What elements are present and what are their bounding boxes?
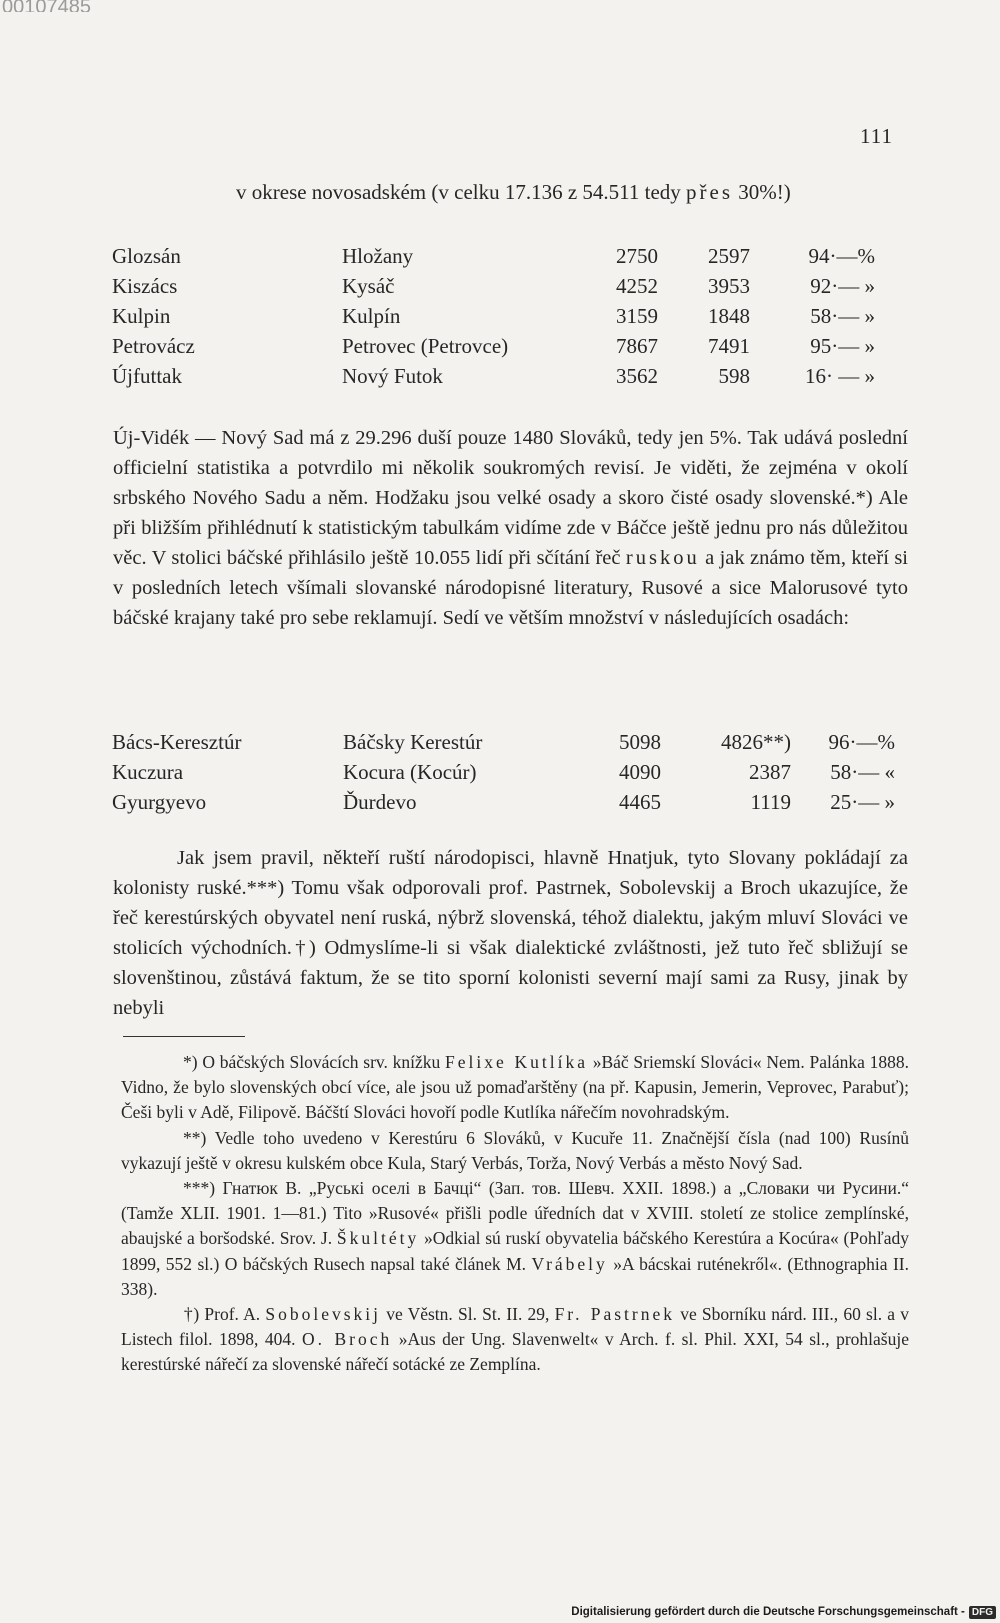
slovak-name-cell: Hložany <box>342 243 414 268</box>
table-row <box>112 331 875 361</box>
slovak-name-cell: Kocura (Kocúr) <box>343 759 477 784</box>
slovak-name-cell: Kysáč <box>342 273 395 298</box>
table-row <box>112 757 895 787</box>
footnotes <box>121 1050 909 1378</box>
percent-cell: 58·— « <box>830 759 895 784</box>
footnote-2: **) Vedle toho uvedeno v Kerestúru 6 Slováků, v Kucuře 11. Značnější čísla (nad 100) Rusínů vykazují ještě v okresu kulském obce Kula, Starý Verbás, Torža, Nový Verbás a město Nový Sad. <box>121 1127 909 1173</box>
footnote-separator <box>123 1036 245 1037</box>
footnote-4: †) Prof. A. Sobolevskij ve Věstn. Sl. St. II. 29, Fr. Pastrnek ve Sborníku nárd. III., 60 sl. a v Listech filol. 1898, 404. O. Broch »Aus der Ung. Slavenwelt« v Arch. f. sl. Phil. XXI, 54 sl., prohlašuje kerestúrské nářečí za slovenské nářečí sotácké ze Zemplína. <box>121 1304 909 1375</box>
percent-cell: 25·— » <box>830 789 895 814</box>
slovak-name-cell: Báčsky Kerestúr <box>343 729 483 754</box>
population-cell: 2750 <box>616 243 658 268</box>
page-number: 111 <box>860 124 893 148</box>
table-row <box>112 271 875 301</box>
intro-text-a: v okrese novosadském (v celku 17.136 z 54.511 tedy <box>236 180 687 204</box>
slovak-name-cell: Petrovec (Petrovce) <box>342 333 509 358</box>
intro-line <box>236 180 791 205</box>
count-cell: 2597 <box>708 243 750 268</box>
slovak-name-cell: Kulpín <box>342 303 401 328</box>
hungarian-name-cell: Petrovácz <box>112 333 195 358</box>
paragraph-spaced-word: ruskou <box>625 547 700 569</box>
hungarian-name-cell: Kulpin <box>112 303 171 328</box>
paragraph-text: Új-Vidék — Nový Sad má z 29.296 duší pouze 1480 Slováků, tedy jen 5%. Tak udává poslední officielní statistika a potvrdilo mi několik soukromých revisí. Je viděti, že zejména v okolí srbského Nového Sadu a něm. Hodžaku jsou velké osady a skoro čisté osady slovenské.*) Ale při bližším přihlédnutí k statistickým tabulkám vidíme zde v Báčce ještě jednu pro nás důležitou věc. V stolici báčské přihlásilo ještě 10.055 lidí při sčítání řeč <box>113 427 908 569</box>
corner-archive-id: 00107485 <box>2 0 91 12</box>
digitization-credit: Digitalisierung gefördert durch die Deutsche Forschungsgemeinschaft - DFG <box>571 1606 996 1619</box>
table-row <box>112 241 875 271</box>
percent-cell: 95·— » <box>810 333 875 358</box>
hungarian-name-cell: Bács-Keresztúr <box>112 729 242 754</box>
intro-text-b: 30%!) <box>733 180 791 204</box>
footnote-3: ***) Гнатюк В. „Руські оселі в Бачці“ (Зап. тов. Шевч. XXII. 1898.) a „Словаки чи Русини.“ (Tamže XLII. 1901. 1—81.) Tito »Rusové« přišli podle úředních dat v XVIII. století ze stolice zemplínské, abaujské a boršodské. Srov. J. Škultéty »Odkial sú ruskí obyvatelia báčského Kerestúra a Kocúra« (Pohľady 1899, 552 sl.) O báčských Rusech napsal také článek M. Vrábely »A bácskai ruténekről«. (Ethnographia II. 338). <box>121 1178 909 1299</box>
novosad-district-table <box>112 241 875 391</box>
hungarian-name-cell: Kuczura <box>112 759 184 784</box>
count-cell: 2387 <box>749 759 791 784</box>
slovak-name-cell: Ďurdevo <box>343 789 417 814</box>
percent-cell: 16· — » <box>805 363 875 388</box>
count-cell: 4826**) <box>721 729 791 754</box>
table-row <box>112 787 895 817</box>
paragraph-uj-videk <box>113 423 908 633</box>
footnote-1: *) O báčských Slovácích srv. knížku Felixe Kutlíka »Báč Sriemskí Slováci« Nem. Palánka 1888. Vidno, že bylo slovenských obcí více, ale jsou už pomaďarštěny (na př. Kapusin, Jemerin, Veprovec, Parabuť); Češi byli v Adě, Filipově. Báčští Slováci hovoří podle Kutlíka nářečím novohradským. <box>121 1052 910 1123</box>
population-cell: 4252 <box>616 273 658 298</box>
count-cell: 1119 <box>750 789 791 814</box>
population-cell: 4465 <box>619 789 661 814</box>
paragraph-hnatjuk <box>113 843 908 1023</box>
dfg-logo: DFG <box>969 1606 996 1619</box>
population-cell: 3562 <box>616 363 658 388</box>
table-row <box>112 361 875 391</box>
table-row <box>112 301 875 331</box>
population-cell: 7867 <box>616 333 658 358</box>
hungarian-name-cell: Kiszács <box>112 273 178 298</box>
rusyn-settlements-table <box>112 727 895 817</box>
percent-cell: 94·—% <box>808 243 875 268</box>
hungarian-name-cell: Újfuttak <box>112 363 182 388</box>
count-cell: 3953 <box>708 273 750 298</box>
hungarian-name-cell: Gyurgyevo <box>112 789 207 814</box>
count-cell: 1848 <box>708 303 750 328</box>
hungarian-name-cell: Glozsán <box>112 243 181 268</box>
slovak-name-cell: Nový Futok <box>342 363 443 388</box>
paragraph-text: a jak známo těm, kteří si v posledních letech všímali slovanské národopisné literatury, Rusové a sice Malorusové tyto báčské krajany také pro sebe reklamují. Sedí ve větším množství v následujících osadách: <box>113 547 908 629</box>
intro-text-spaced: přes <box>686 180 734 204</box>
percent-cell: 96·—% <box>828 729 895 754</box>
count-cell: 7491 <box>708 333 750 358</box>
count-cell: 598 <box>718 363 750 388</box>
table-row <box>112 727 895 757</box>
paragraph-text: Jak jsem pravil, někteří ruští národopisci, hlavně Hnatjuk, tyto Slovany pokládají za kolonisty ruské.***) Tomu však odporovali prof. Pastrnek, Sobolevskij a Broch ukazujíce, že řeč kerestúrských obyvatel není ruská, nýbrž slovenská, téhož dialektu, jakým mluví Slováci ve stolicích východních.†) Odmyslíme-li si však dialektické zvláštnosti, jež tuto řeč sbližují se slovenštinou, zůstává faktum, že se tito sporní kolonisti severní mají sami za Rusy, jinak by nebyli <box>113 847 908 1019</box>
percent-cell: 92·— » <box>810 273 875 298</box>
population-cell: 3159 <box>616 303 658 328</box>
population-cell: 4090 <box>619 759 661 784</box>
population-cell: 5098 <box>619 729 661 754</box>
percent-cell: 58·— » <box>810 303 875 328</box>
